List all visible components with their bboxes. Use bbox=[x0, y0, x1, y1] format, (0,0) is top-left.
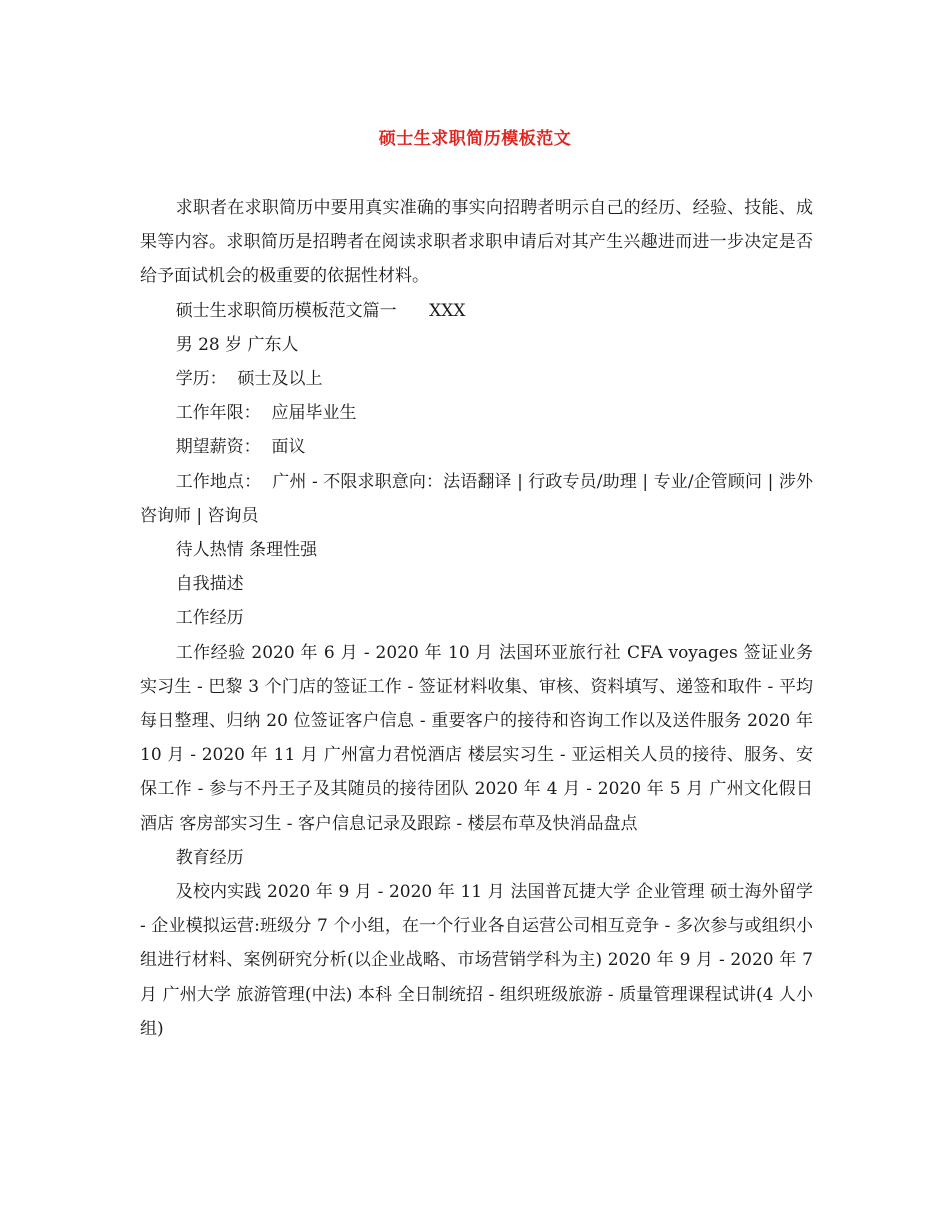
intro-paragraph: 求职者在求职简历中要用真实准确的事实向招聘者明示自己的经历、经验、技能、成果等内容。求职简历是招聘者在阅读求职者求职申请后对其产生兴趣进而进一步决定是否给予面试机会的极重要的依据性材料。 bbox=[140, 198, 813, 287]
work-experience-paragraph: 工作经验 2020 年 6 月 - 2020 年 10 月 法国环亚旅行社 CFA voyages 签证业务实习生 - 巴黎 3 个门店的签证工作 - 签证材料收集、审核、资料填写、递签和取件 - 平均每日整理、归纳 20 位签证客户信息 - 重要客户的接待和咨询工作以及送件服务 2020 年 10 月 - 2020 年 11 月 广州富力君悦酒店 楼层实习生 - 亚运相关人员的接待、服务、安保工作 - 参与不丹王子及其随员的接待团队 2020 年 4 月 - 2020 年 5 月 广州文化假日酒店 客房部实习生 - 客户信息记录及跟踪 - 楼层布草及快消品盘点 bbox=[140, 642, 819, 834]
work-location-line: 工作地点： 广州 - 不限求职意向：法语翻译 | 行政专员/助理 | 专业/企管顾问 | 涉外咨询师 | 咨询员 bbox=[140, 471, 813, 526]
expected-salary-line: 期望薪资： 面议 bbox=[175, 437, 306, 458]
document-title: 硕士生求职简历模板范文 bbox=[378, 129, 572, 149]
personal-info-line: 男 28 岁 广东人 bbox=[175, 334, 299, 355]
education-heading: 教育经历 bbox=[175, 847, 244, 868]
education-level-line: 学历： 硕士及以上 bbox=[175, 369, 323, 390]
document-body bbox=[140, 191, 819, 1046]
resume-heading-line: 硕士生求职简历模板范文篇一 XXX bbox=[175, 300, 466, 321]
work-years-line: 工作年限： 应届毕业生 bbox=[175, 403, 357, 424]
work-history-heading: 工作经历 bbox=[175, 608, 244, 629]
self-description-heading: 自我描述 bbox=[175, 574, 244, 595]
traits-line: 待人热情 条理性强 bbox=[175, 540, 318, 561]
education-paragraph: 及校内实践 2020 年 9 月 - 2020 年 11 月 法国普瓦捷大学 企业管理 硕士海外留学 - 企业模拟运营:班级分 7 个小组，在一个行业各自运营公司相互竞争 - 多次参与或组织小组进行材料、案例研究分析(以企业战略、市场营销学科为主) 2020 年 9 月 - 2020 年 7 月 广州大学 旅游管理(中法) 本科 全日制统招 - 组织班级旅游 - 质量管理课程试讲(4 人小组) bbox=[140, 882, 819, 1039]
